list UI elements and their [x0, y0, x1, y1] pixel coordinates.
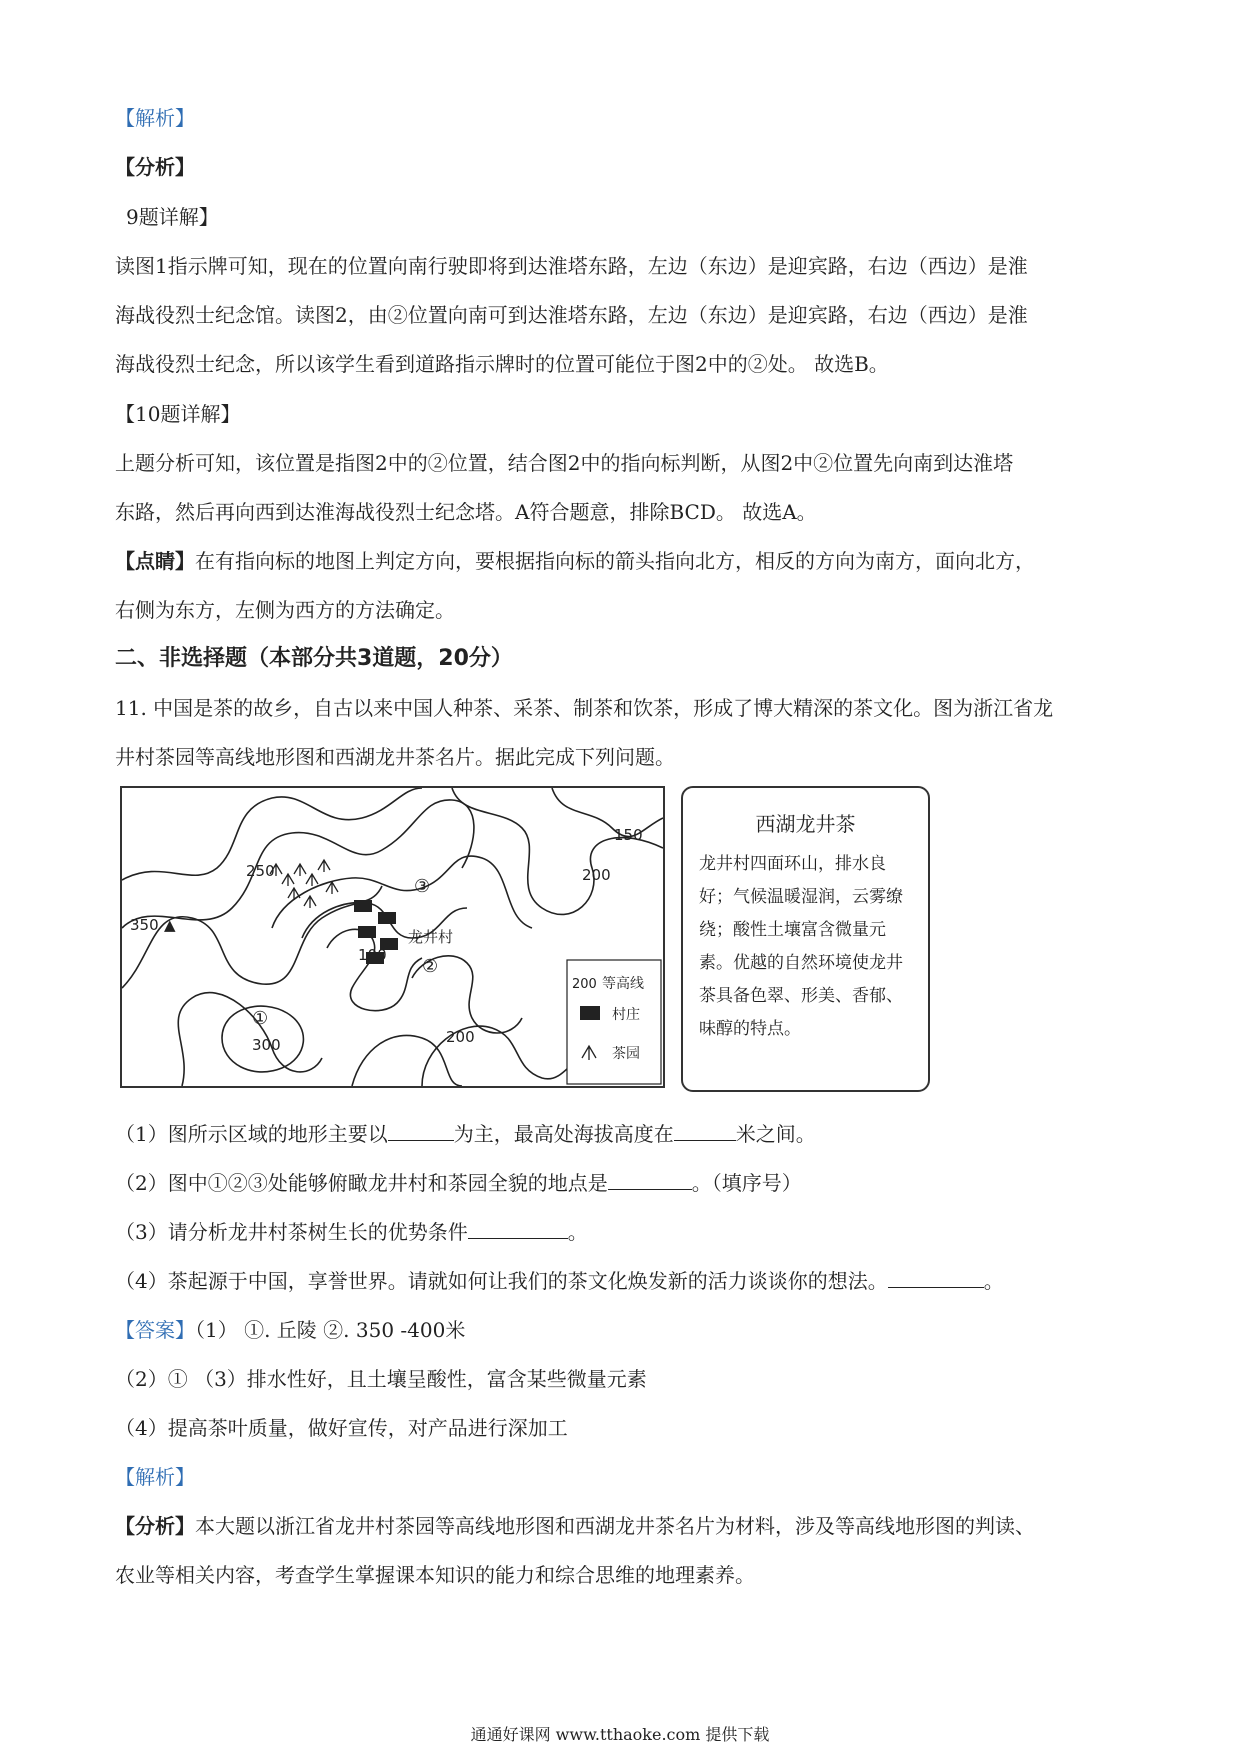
q11-sub3 — [115, 1218, 588, 1246]
q11-sub1-text-c: 米之间。 — [735, 1122, 816, 1146]
village-icon — [378, 912, 396, 924]
dianjing-paragraph-2: 右侧为东方，左侧为西方的方法确定。 — [115, 598, 455, 622]
q11-sub4 — [115, 1267, 1004, 1295]
answer-blank[interactable] — [888, 1269, 984, 1288]
q10-paragraph-2: 东路，然后再向西到达淮海战役烈士纪念塔。A符合题意，排除BCD。 故选A。 — [115, 500, 817, 524]
q11-sub3-text-b: 。 — [567, 1220, 588, 1244]
legend-village-icon — [580, 1006, 600, 1020]
q9-paragraph-1: 读图1指示牌可知，现在的位置向南行驶即将到达淮塔东路，左边（东边）是迎宾路，右边（西边）是淮 — [115, 254, 1028, 278]
tea-garden-icon — [282, 874, 294, 886]
site-1-marker: ① — [252, 1008, 269, 1029]
section-heading: 二、非选择题（本部分共3道题，20分） — [115, 646, 513, 671]
legend-contour-value: 200 — [572, 977, 597, 992]
legend-tea-label: 茶园 — [612, 1046, 640, 1062]
page-footer: 通通好课网 www.tthaoke.com 提供下载 — [470, 1725, 770, 1744]
answer-1: （1） ①. 丘陵 ②. 350 -400米 — [195, 1318, 466, 1342]
contour-label-200-south: 200 — [446, 1028, 475, 1046]
q9-paragraph-2: 海战役烈士纪念馆。读图2，由②位置向南可到达淮塔东路，左边（东边）是迎宾路，右边（西边）是淮 — [115, 303, 1028, 327]
q11-sub1-text-a: （1）图所示区域的地形主要以 — [115, 1122, 388, 1146]
q9-detail-tag: 9题详解】 — [126, 205, 219, 229]
site-2-marker: ② — [422, 956, 439, 977]
q11-sub2 — [115, 1169, 802, 1197]
q11-sub2-text-b: 。（填序号） — [691, 1171, 802, 1195]
tea-garden-icons — [270, 860, 338, 908]
q11-sub1 — [115, 1120, 816, 1148]
answer-blank[interactable] — [468, 1220, 568, 1239]
fenxi-text: 本大题以浙江省龙井村茶园等高线地形图和西湖龙井茶名片为材料，涉及等高线地形图的判读、 — [195, 1514, 1035, 1538]
q10-detail-tag: 【10题详解】 — [115, 402, 241, 426]
tea-garden-icon — [326, 882, 338, 894]
legend-contour-label: 等高线 — [602, 976, 644, 992]
card-title: 西湖龙井茶 — [755, 812, 856, 836]
site-3-marker: ③ — [414, 876, 431, 897]
tea-garden-icon — [318, 860, 330, 872]
village-icon — [354, 900, 372, 912]
fenxi-paragraph-1 — [115, 1512, 1035, 1540]
jiexi-tag-2: 【解析】 — [115, 1465, 195, 1489]
contour-line — [122, 800, 474, 928]
peak-icon: ▲ — [164, 916, 176, 934]
q10-paragraph-1: 上题分析可知，该位置是指图2中的②位置，结合图2中的指向标判断，从图2中②位置先向南到达淮塔 — [115, 451, 1014, 475]
dianjing-tag: 【点睛】 — [115, 549, 195, 573]
contour-line — [122, 886, 382, 988]
q11-sub4-text-a: （4）茶起源于中国，享誉世界。请就如何让我们的茶文化焕发新的活力谈谈你的想法。 — [115, 1269, 888, 1293]
village-icon — [358, 926, 376, 938]
fenxi-paragraph-2: 农业等相关内容，考查学生掌握课本知识的能力和综合思维的地理素养。 — [115, 1563, 755, 1587]
contour-label-100: 100 — [358, 946, 387, 964]
q9-paragraph-3: 海战役烈士纪念，所以该学生看到道路指示牌时的位置可能位于图2中的②处。 故选B。 — [115, 352, 889, 376]
answer-blank[interactable] — [608, 1171, 692, 1190]
answer-blank[interactable] — [674, 1122, 736, 1141]
tea-garden-icon — [288, 888, 300, 900]
contour-line — [552, 788, 663, 837]
answer-blank[interactable] — [388, 1122, 454, 1141]
jiexi-tag: 【解析】 — [115, 106, 195, 130]
legend-village-label: 村庄 — [612, 1007, 640, 1023]
answer-tag: 【答案】 — [115, 1318, 195, 1342]
answer-line-2: （2）① （3）排水性好，且土壤呈酸性，富含某些微量元素 — [115, 1367, 647, 1391]
contour-line — [272, 856, 532, 928]
contour-label-250: 250 — [246, 862, 275, 880]
q11-sub3-text-a: （3）请分析龙井村茶树生长的优势条件 — [115, 1220, 468, 1244]
card-body: 龙井村四面环山，排水良好；气候温暖湿润，云雾缭绕；酸性土壤富含微量元素。优越的自然环境使龙井茶具备色翠、形美、香郁、味醇的特点。 — [699, 854, 903, 1039]
tea-garden-icon — [294, 864, 306, 876]
village-label: 龙井村 — [408, 928, 454, 946]
contour-label-200-north: 200 — [582, 866, 611, 884]
answer-line-1 — [115, 1316, 465, 1344]
q11-sub4-text-b: 。 — [983, 1269, 1004, 1293]
map-legend — [567, 960, 661, 1084]
contour-label-150: 150 — [614, 826, 643, 844]
fenxi-tag: 【分析】 — [115, 155, 195, 179]
q11-stem-2: 井村茶园等高线地形图和西湖龙井茶名片。据此完成下列问题。 — [115, 745, 675, 769]
dianjing-text: 在有指向标的地图上判定方向，要根据指向标的箭头指向北方，相反的方向为南方，面向北方， — [195, 549, 1035, 573]
contour-label-300: 300 — [252, 1036, 281, 1054]
answer-line-3: （4）提高茶叶质量，做好宣传，对产品进行深加工 — [115, 1416, 568, 1440]
tea-garden-icon — [304, 896, 316, 908]
q11-sub1-text-b: 为主，最高处海拔高度在 — [453, 1122, 674, 1146]
tea-name-card — [681, 786, 930, 1092]
dianjing-paragraph-1 — [115, 547, 1035, 575]
fenxi-tag-2: 【分析】 — [115, 1514, 195, 1538]
contour-map-svg — [122, 788, 663, 1086]
contour-map — [120, 786, 665, 1088]
tea-garden-icon — [306, 874, 318, 886]
q11-stem-1: 11. 中国是茶的故乡，自古以来中国人种茶、采茶、制茶和饮茶，形成了博大精深的茶文化。图为浙江省龙 — [115, 696, 1054, 720]
contour-label-350: 350 — [130, 916, 159, 934]
contour-line — [452, 788, 663, 914]
q11-sub2-text-a: （2）图中①②③处能够俯瞰龙井村和茶园全貌的地点是 — [115, 1171, 608, 1195]
